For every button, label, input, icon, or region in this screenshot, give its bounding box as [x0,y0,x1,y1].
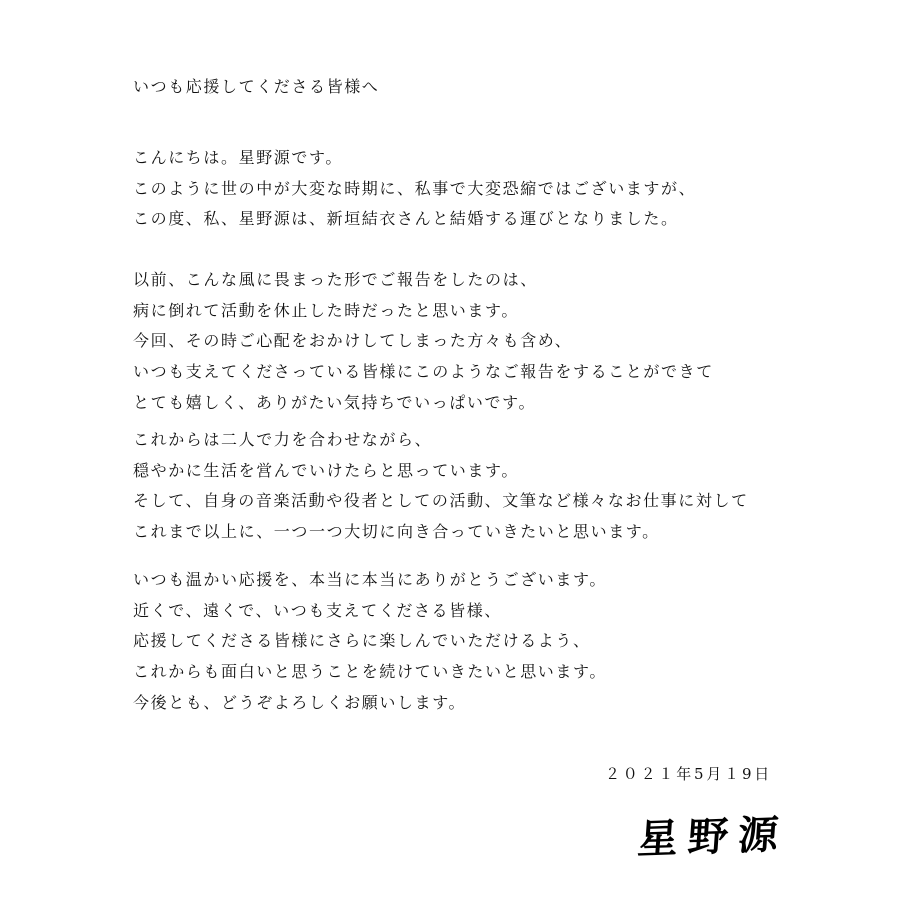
paragraph-announcement [133,143,696,235]
signature: 星野源 [636,810,790,863]
paragraph-previous-report [133,265,714,418]
paragraph-line: 近くで、遠くで、いつも支えてくださる皆様、 [133,600,502,620]
paragraph-line: 今後とも、どうぞよろしくお願いします。 [133,692,467,712]
paragraph-line: 応援してくださる皆様にさらに楽しんでいただけるよう、 [133,631,591,651]
paragraph-line: そして、自身の音楽活動や役者としての活動、文筆など様々なお仕事に対して [133,491,749,511]
paragraph-line: 今回、その時ご心配をおかけしてしまった方々も含め、 [133,331,573,351]
paragraph-line: これからも面白いと思うことを続けていきたいと思います。 [133,662,607,682]
paragraph-line: このように世の中が大変な時期に、私事で大変恐縮ではございますが、 [133,178,697,198]
paragraph-line: 穏やかに生活を営んでいけたらと思っています。 [133,460,519,480]
paragraph-line: これからは二人で力を合わせながら、 [133,430,433,449]
paragraph-line: いつも支えてくださっている皆様にこのようなご報告をすることができて [133,362,714,382]
paragraph-line: この度、私、星野源は、新垣結衣さんと結婚する運びとなりました。 [133,209,679,229]
paragraph-line: これまで以上に、一つ一つ大切に向き合っていきたいと思います。 [133,522,660,542]
paragraph-line: とても嬉しく、ありがたい気持ちでいっぱいです。 [133,392,537,412]
letter-date: ２０２１年5月１9日 [605,765,773,783]
paragraph-future [133,425,749,548]
paragraph-line: いつも温かい応援を、本当に本当にありがとうございます。 [133,570,607,589]
paragraph-thanks [133,565,607,718]
paragraph-line: こんにちは。星野源です。 [133,148,343,167]
salutation: いつも応援してくださる皆様へ [133,77,380,96]
paragraph-line: 病に倒れて活動を休止した時だったと思います。 [133,300,519,320]
paragraph-line: 以前、こんな風に畏まった形でご報告をしたのは、 [133,270,538,289]
